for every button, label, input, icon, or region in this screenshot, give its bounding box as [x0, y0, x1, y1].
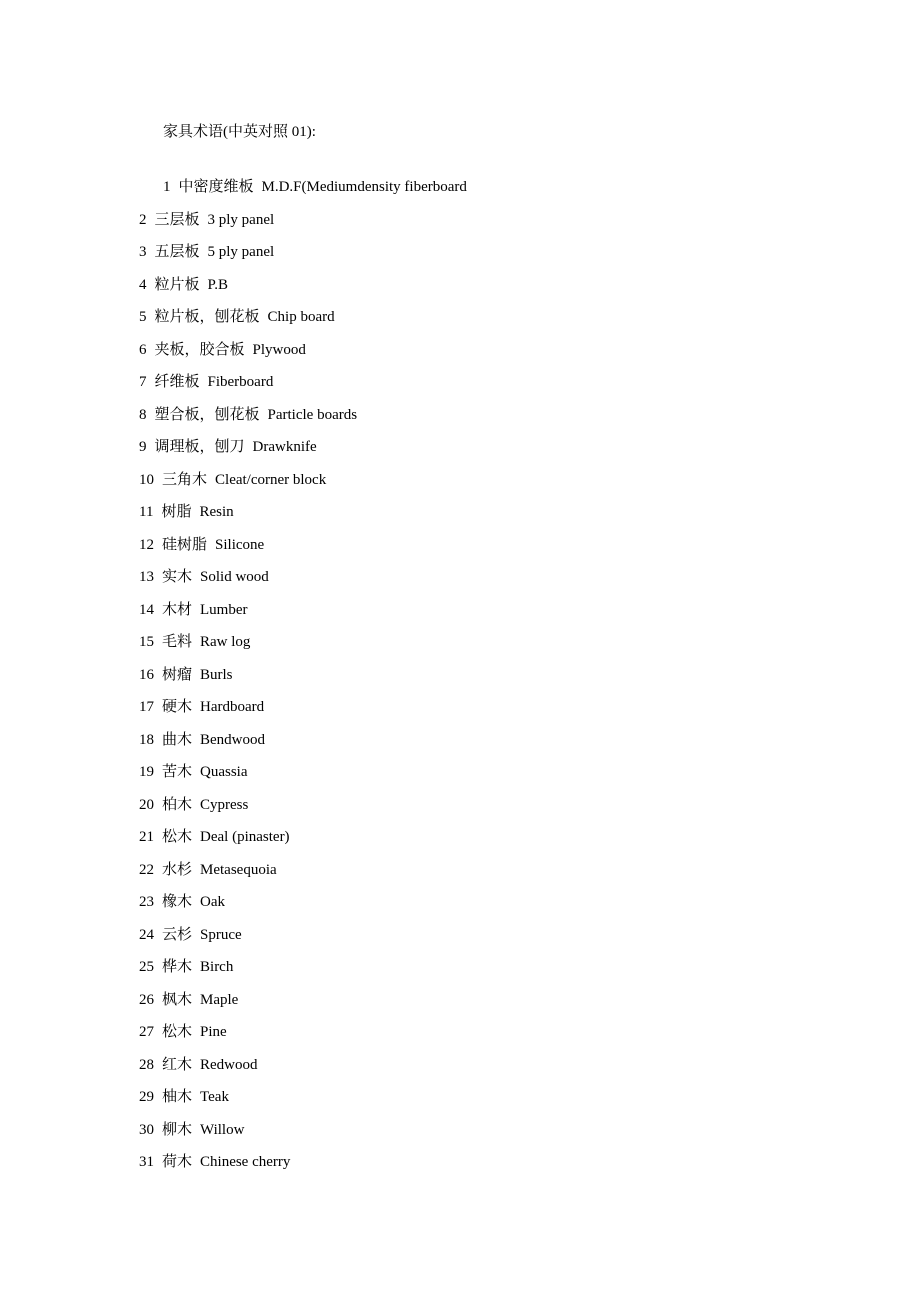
term-number: 21 [139, 829, 154, 845]
term-chinese: 水杉 [162, 862, 193, 878]
term-chinese: 柏木 [162, 797, 193, 813]
term-row [139, 535, 264, 555]
term-english: Teak [200, 1089, 229, 1105]
term-english: Silicone [215, 537, 265, 553]
term-chinese: 云杉 [162, 927, 193, 943]
term-row [139, 437, 317, 457]
term-english: 5 ply panel [207, 244, 275, 260]
term-chinese: 松木 [162, 1024, 193, 1040]
term-chinese: 塑合板，刨花板 [154, 407, 260, 423]
term-english: Particle boards [267, 407, 358, 423]
term-english: Cleat/corner block [215, 472, 327, 488]
term-row [139, 405, 357, 425]
term-chinese: 松木 [162, 829, 193, 845]
term-row [139, 242, 274, 262]
term-row [139, 860, 277, 880]
term-number: 1 [163, 179, 171, 195]
term-row [163, 177, 467, 197]
term-number: 3 [139, 244, 147, 260]
term-row [139, 795, 248, 815]
term-number: 17 [139, 699, 154, 715]
term-number: 19 [139, 764, 154, 780]
term-english: Resin [199, 504, 234, 520]
term-chinese: 毛料 [162, 634, 193, 650]
term-row [139, 990, 238, 1010]
term-number: 4 [139, 277, 147, 293]
term-number: 10 [139, 472, 154, 488]
term-chinese: 苦木 [162, 764, 193, 780]
term-number: 22 [139, 862, 154, 878]
term-english: 3 ply panel [207, 212, 275, 228]
term-chinese: 橡木 [162, 894, 193, 910]
term-number: 25 [139, 959, 154, 975]
term-row [139, 665, 233, 685]
term-row [139, 925, 242, 945]
term-english: Plywood [252, 342, 306, 358]
term-row [139, 210, 274, 230]
term-english: Solid wood [200, 569, 269, 585]
term-row [139, 372, 273, 392]
term-row [139, 632, 250, 652]
term-english: P.B [207, 277, 228, 293]
term-number: 12 [139, 537, 154, 553]
term-english: Birch [200, 959, 234, 975]
term-english: Oak [200, 894, 226, 910]
term-row [139, 470, 326, 490]
term-row [139, 1022, 227, 1042]
term-row [139, 340, 306, 360]
term-chinese: 荷木 [162, 1154, 193, 1170]
term-english: Lumber [200, 602, 248, 618]
term-chinese: 红木 [162, 1057, 193, 1073]
term-number: 13 [139, 569, 154, 585]
term-row [139, 1055, 258, 1075]
term-english: Quassia [200, 764, 248, 780]
term-row [139, 600, 248, 620]
term-chinese: 柳木 [162, 1122, 193, 1138]
term-number: 20 [139, 797, 154, 813]
term-number: 7 [139, 374, 147, 390]
document-title: 家具术语(中英对照 01): [163, 124, 316, 140]
term-chinese: 曲木 [162, 732, 193, 748]
term-row [139, 1087, 229, 1107]
term-chinese: 木材 [162, 602, 193, 618]
term-number: 15 [139, 634, 154, 650]
term-number: 29 [139, 1089, 154, 1105]
term-number: 28 [139, 1057, 154, 1073]
term-row [139, 730, 265, 750]
term-english: Metasequoia [200, 862, 277, 878]
term-chinese: 五层板 [154, 244, 200, 260]
term-row [139, 827, 290, 847]
term-number: 30 [139, 1122, 154, 1138]
term-english: Spruce [200, 927, 242, 943]
term-chinese: 硬木 [162, 699, 193, 715]
term-number: 24 [139, 927, 154, 943]
term-number: 18 [139, 732, 154, 748]
term-chinese: 枫木 [162, 992, 193, 1008]
term-english: Chinese cherry [200, 1154, 291, 1170]
term-number: 2 [139, 212, 147, 228]
term-english: Drawknife [252, 439, 317, 455]
term-number: 27 [139, 1024, 154, 1040]
term-chinese: 中密度维板 [178, 179, 254, 195]
term-row [139, 1152, 290, 1172]
term-chinese: 硅树脂 [162, 537, 208, 553]
term-row [139, 697, 264, 717]
term-english: Chip board [267, 309, 335, 325]
term-chinese: 桦木 [162, 959, 193, 975]
term-chinese: 实木 [162, 569, 193, 585]
term-number: 5 [139, 309, 147, 325]
term-chinese: 调理板，刨刀 [154, 439, 245, 455]
term-english: M.D.F(Mediumdensity fiberboard [261, 179, 467, 195]
term-english: Raw log [200, 634, 251, 650]
term-row [139, 762, 248, 782]
term-chinese: 三角木 [162, 472, 208, 488]
term-chinese: 树瘤 [162, 667, 193, 683]
term-chinese: 三层板 [154, 212, 200, 228]
term-english: Redwood [200, 1057, 258, 1073]
term-number: 8 [139, 407, 147, 423]
term-row [139, 957, 233, 977]
term-row [139, 567, 269, 587]
term-row [139, 502, 234, 522]
term-number: 16 [139, 667, 154, 683]
term-number: 9 [139, 439, 147, 455]
term-chinese: 粒片板，刨花板 [154, 309, 260, 325]
term-english: Deal (pinaster) [200, 829, 290, 845]
term-chinese: 柚木 [162, 1089, 193, 1105]
term-english: Pine [200, 1024, 227, 1040]
term-number: 26 [139, 992, 154, 1008]
term-english: Cypress [200, 797, 249, 813]
term-row [139, 307, 335, 327]
term-row [139, 275, 228, 295]
term-number: 23 [139, 894, 154, 910]
term-chinese: 粒片板 [154, 277, 200, 293]
term-english: Maple [200, 992, 239, 1008]
term-number: 14 [139, 602, 154, 618]
term-number: 6 [139, 342, 147, 358]
term-chinese: 纤维板 [154, 374, 200, 390]
term-english: Fiberboard [207, 374, 274, 390]
term-row [139, 1120, 244, 1140]
term-english: Willow [200, 1122, 245, 1138]
term-row [139, 892, 225, 912]
term-number: 11 [139, 504, 154, 520]
term-chinese: 树脂 [161, 504, 192, 520]
term-english: Burls [200, 667, 233, 683]
term-number: 31 [139, 1154, 154, 1170]
term-chinese: 夹板，胶合板 [154, 342, 245, 358]
term-english: Bendwood [200, 732, 266, 748]
term-english: Hardboard [200, 699, 265, 715]
